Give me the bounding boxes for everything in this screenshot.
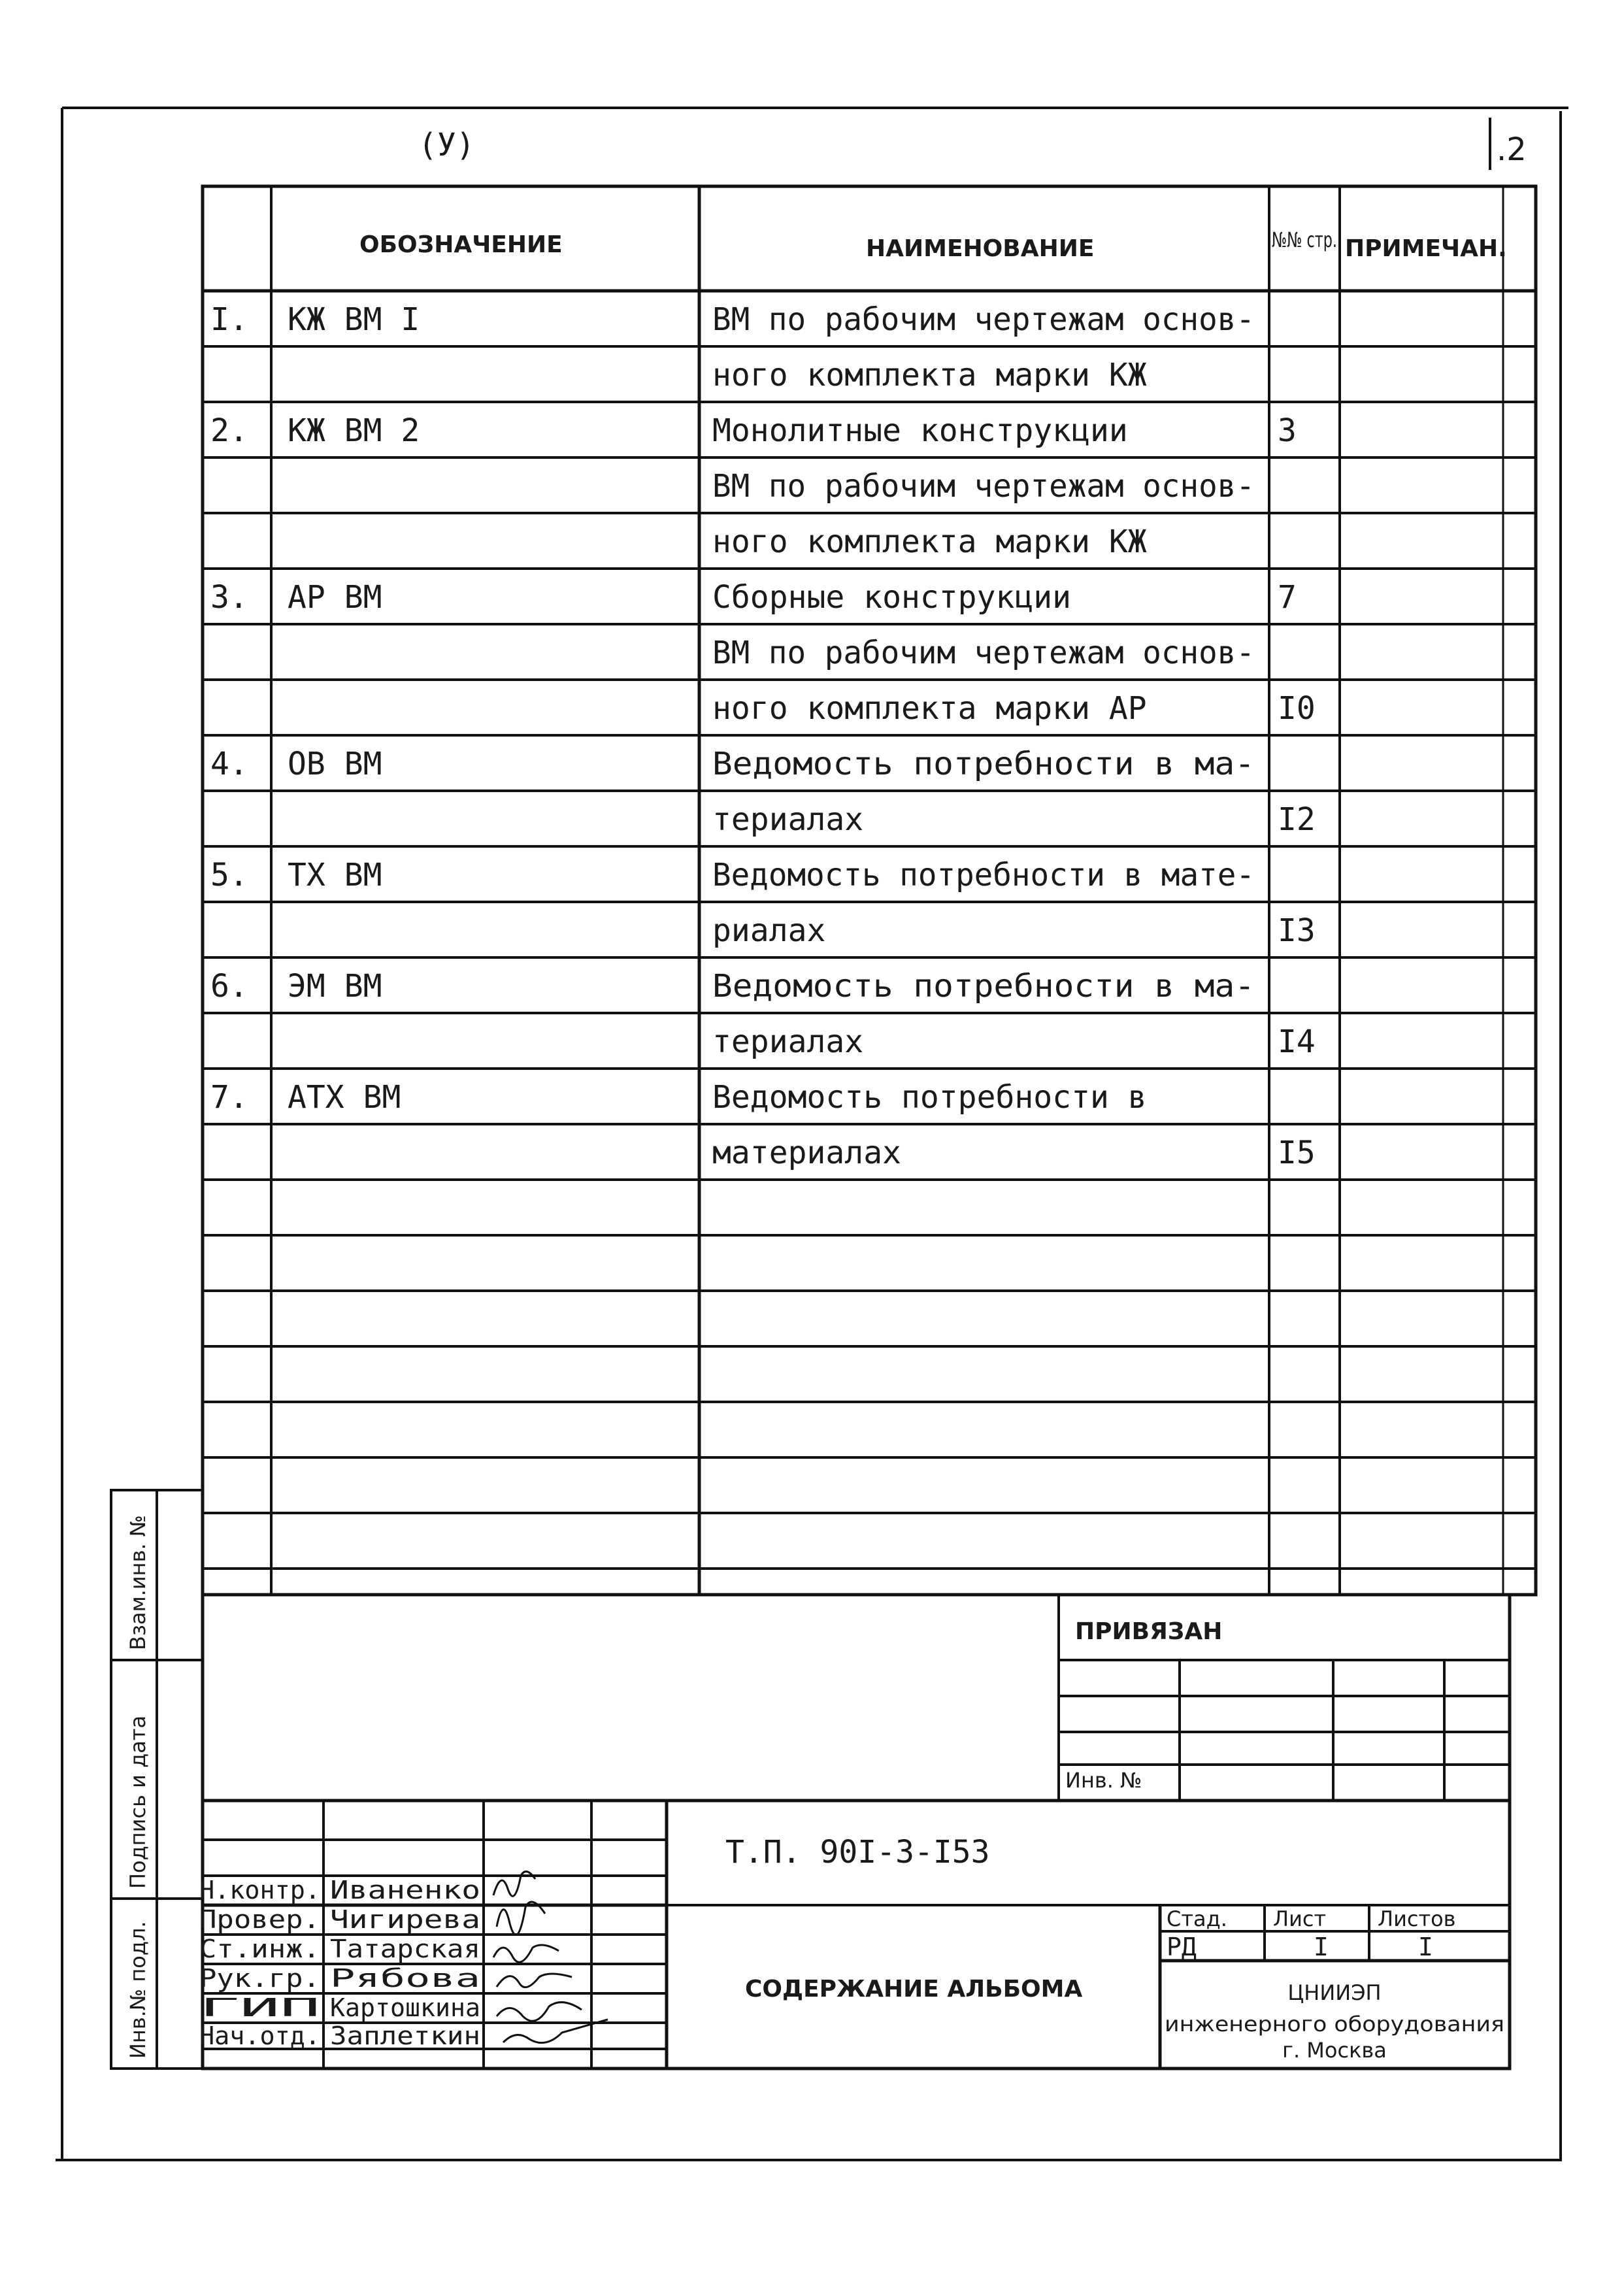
row-6-name: Сборные конструкции — [712, 579, 1072, 616]
header-note: ПРИМЕЧАН. — [1345, 235, 1507, 262]
stage-value: РД — [1167, 1933, 1197, 1961]
sheet-number: .2 — [1497, 131, 1527, 168]
row-5-name: ного комплекта марки КЖ — [712, 524, 1147, 560]
signature-name-4: Рябова — [330, 1964, 480, 1993]
row-1-designation: КЖ ВМ I — [288, 301, 420, 338]
row-16-name: материалах — [712, 1135, 901, 1171]
row-15-num: 7. — [210, 1079, 248, 1116]
binding-inv-no: Инв. № — [1065, 1768, 1142, 1793]
top-label: (У) — [418, 127, 475, 163]
row-6-page: 7 — [1278, 579, 1297, 616]
row-13-designation: ЭМ ВМ — [288, 968, 382, 1005]
signature-role-4: Рук.гр. — [199, 1964, 320, 1993]
signature-role-1: Н.контр. — [199, 1876, 320, 1904]
row-3-page: 3 — [1278, 412, 1297, 449]
row-3-designation: КЖ ВМ 2 — [288, 412, 420, 449]
sheet-value: I — [1314, 1933, 1329, 1961]
signature-role-3: Ст.инж. — [199, 1935, 320, 1963]
row-16-page: I5 — [1278, 1135, 1316, 1171]
sheet-title: СОДЕРЖАНИЕ АЛЬБОМА — [745, 1976, 1083, 2003]
row-9-name: Ведомость потребности в ма- — [712, 746, 1255, 782]
row-6-num: 3. — [210, 579, 248, 616]
signature-rows — [199, 1876, 480, 2050]
row-2-name: ного комплекта марки КЖ — [712, 357, 1147, 393]
row-7-name: ВМ по рабочим чертежам основ- — [712, 635, 1255, 671]
sheets-label: Листов — [1378, 1906, 1456, 1931]
row-9-num: 4. — [210, 746, 248, 782]
org-city: г. Москва — [1282, 2038, 1387, 2063]
row-3-name: Монолитные конструкции — [712, 412, 1128, 449]
row-15-name: Ведомость потребности в — [712, 1079, 1147, 1116]
signature-name-6: Заплеткин — [330, 2021, 480, 2050]
project-code: Т.П. 90I-3-I53 — [725, 1834, 990, 1870]
side-stamp-lines — [111, 1490, 203, 2069]
row-12-name: риалах — [712, 912, 826, 949]
side-label-inv-orig: Инв.№ подл. — [125, 1921, 150, 2059]
row-14-page: I4 — [1278, 1023, 1316, 1060]
row-4-name: ВМ по рабочим чертежам основ- — [712, 468, 1255, 505]
header-designation: ОБОЗНАЧЕНИЕ — [359, 231, 563, 258]
row-8-page: I0 — [1278, 690, 1316, 727]
stage-label: Стад. — [1167, 1906, 1227, 1931]
row-13-num: 6. — [210, 968, 248, 1005]
row-10-page: I2 — [1278, 801, 1316, 838]
signature-role-2: Провер. — [199, 1905, 320, 1934]
row-9-designation: ОВ ВМ — [288, 746, 382, 782]
row-10-name: териалах — [712, 801, 864, 838]
row-11-name: Ведомость потребности в мате- — [712, 857, 1255, 893]
side-label-replace-inv: Взам.инв. № — [125, 1514, 150, 1650]
side-label-sign-date: Подпись и дата — [125, 1715, 150, 1889]
row-8-name: ного комплекта марки АР — [712, 690, 1147, 727]
row-11-num: 5. — [210, 857, 248, 893]
signature-role-5: ГИП — [199, 1993, 320, 2022]
sheets-value: I — [1418, 1933, 1433, 1961]
row-15-designation: АТХ ВМ — [288, 1079, 401, 1116]
row-13-name: Ведомость потребности в ма- — [712, 968, 1255, 1005]
signature-role-6: Нач.отд. — [199, 2021, 320, 2050]
row-3-num: 2. — [210, 412, 248, 449]
org-line2: инженерного оборудования — [1165, 2012, 1504, 2036]
header-page-no: №№ стр. — [1272, 227, 1337, 252]
signature-name-3: Татарская — [330, 1935, 480, 1963]
org-name: ЦНИИЭП — [1287, 1980, 1382, 2005]
row-1-num: I. — [210, 301, 248, 338]
signature-name-2: Чигирева — [330, 1905, 480, 1934]
header-name: НАИМЕНОВАНИЕ — [866, 235, 1095, 262]
row-12-page: I3 — [1278, 912, 1316, 949]
row-11-designation: ТХ ВМ — [288, 857, 382, 893]
binding-title: ПРИВЯЗАН — [1075, 1618, 1223, 1645]
signature-name-1: Иваненко — [330, 1876, 480, 1904]
sheet-label: Лист — [1273, 1906, 1327, 1931]
row-6-designation: АР ВМ — [288, 579, 382, 616]
row-1-name: ВМ по рабочим чертежам основ- — [712, 301, 1255, 338]
row-14-name: териалах — [712, 1023, 864, 1060]
signature-name-5: Картошкина — [330, 1993, 480, 2022]
